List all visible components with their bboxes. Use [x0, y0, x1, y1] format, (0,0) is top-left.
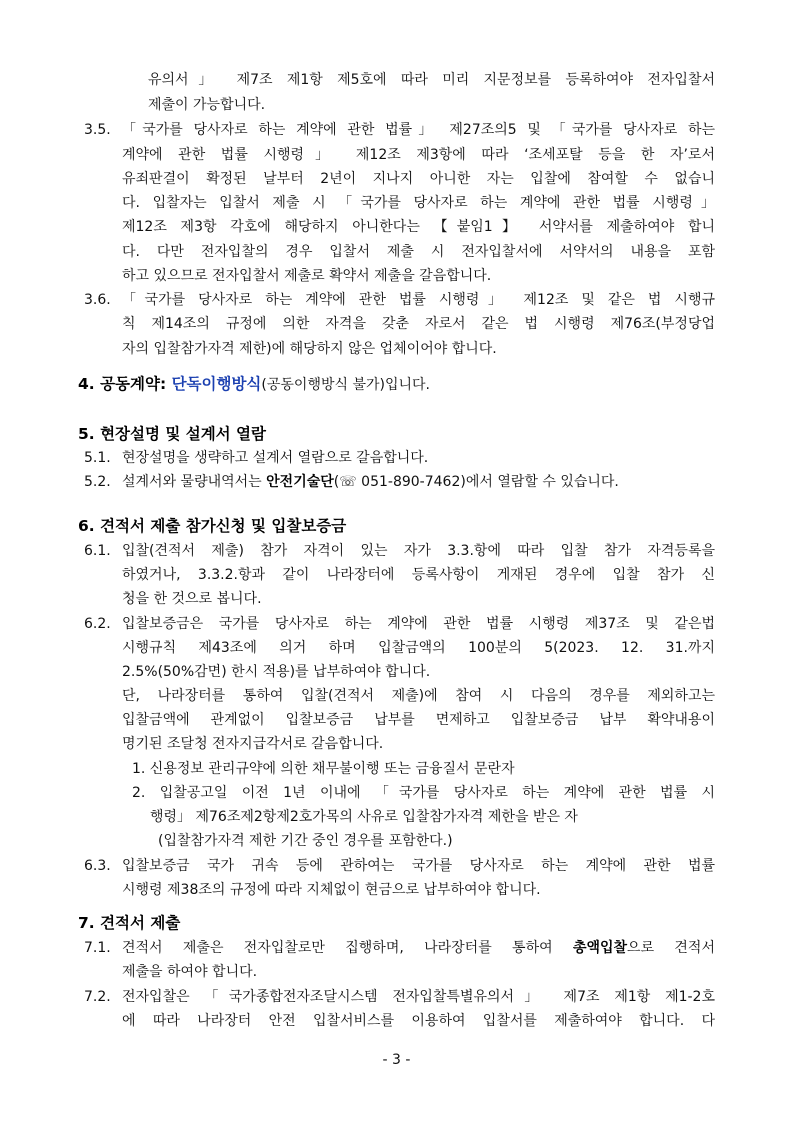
text-line: 단, 나라장터를 통하여 입찰(견적서 제출)에 참여 시 다음의 경우를 제외하고는 — [122, 688, 715, 704]
item-number: 6.1. — [84, 543, 111, 559]
text-line — [122, 472, 619, 492]
item-number: 3.5. — [84, 122, 111, 138]
list-item: 2. 입찰공고일 이전 1년 이내에 「국가를 당사자로 하는 계약에 관한 법률 시 — [132, 785, 715, 801]
heading-rest: (공동이행방식 불가)입니다. — [261, 377, 430, 393]
text-line: 다. 다만 전자입찰의 경우 입찰서 제출 시 전자입찰서에 서약서의 내용을 포함 — [122, 244, 715, 260]
item-number: 5.1. — [84, 450, 111, 466]
heading-text: 4. 공동계약: — [78, 375, 172, 393]
text-line: 자의 입찰참가자격 제한)에 해당하지 않은 업체이어야 합니다. — [122, 341, 497, 357]
text-line: 제출이 가능합니다. — [148, 97, 266, 113]
text-line: 유의서」 제7조 제1항 제5호에 따라 미리 지문정보를 등록하여야 전자입찰서 — [148, 72, 715, 88]
text-line: 유죄판결이 확정된 날부터 2년이 지나지 아니한 자는 입찰에 참여할 수 없습니 — [122, 171, 715, 187]
item-number: 7.1. — [84, 940, 111, 956]
text-span: 견적서 제출은 전자입찰로만 집행하며, 나라장터를 통하여 — [122, 940, 573, 956]
text-line: 2.5%(50%감면) 한시 적용)를 납부하여야 합니다. — [122, 664, 431, 680]
bold-text: 총액입찰 — [572, 940, 628, 956]
highlight-text: 단독이행방식 — [171, 375, 262, 393]
text-line: 전자입찰은 「국가종합전자조달시스템 전자입찰특별유의서」 제7조 제1항 제1-2호 — [122, 989, 715, 1005]
text-span: (☏ 051-890-7462)에서 열람할 수 있습니다. — [333, 474, 619, 490]
text-line: 입찰(견적서 제출) 참가 자격이 있는 자가 3.3.항에 따라 입찰 참가 자격등록을 — [122, 543, 715, 559]
item-number: 7.2. — [84, 989, 111, 1005]
text-line: 하고 있으므로 전자입찰서 제출로 확약서 제출을 갈음합니다. — [122, 268, 492, 284]
text-line: 시행령 제38조의 규정에 따라 지체없이 현금으로 납부하여야 합니다. — [122, 882, 541, 898]
page-number: - 3 - — [382, 1052, 411, 1068]
text-line: 제12조 제3항 각호에 해당하지 아니한다는 【붙임1】 서약서를 제출하여야 합니 — [122, 219, 715, 235]
text-line: 다. 입찰자는 입찰서 제출 시 「국가를 당사자로 하는 계약에 관한 법률 시행령」 — [122, 195, 715, 211]
section-heading-7: 7. 견적서 제출 — [78, 914, 181, 932]
section-heading-4 — [78, 373, 430, 396]
text-line: 입찰금액에 관계없이 입찰보증금 납부를 면제하고 입찰보증금 납부 확약내용이 — [122, 712, 715, 728]
list-item: 1. 신용정보 관리규약에 의한 채무불이행 또는 금융질서 문란자 — [132, 761, 515, 777]
section-heading-5: 5. 현장설명 및 설계서 열람 — [78, 425, 266, 443]
text-span: 으로 견적서 — [627, 940, 715, 956]
text-line — [122, 938, 715, 958]
text-line: 「국가를 당사자로 하는 계약에 관한 법률」 제27조의5 및 「국가를 당사자로 하는 — [122, 122, 715, 138]
text-line: 입찰보증금은 국가를 당사자로 하는 계약에 관한 법률 시행령 제37조 및 같은법 — [122, 616, 715, 632]
item-number: 6.2. — [84, 616, 111, 632]
item-number: 5.2. — [84, 474, 111, 490]
item-number: 6.3. — [84, 858, 111, 874]
text-line: 현장설명을 생략하고 설계서 열람으로 갈음합니다. — [122, 450, 429, 466]
text-line: 제출을 하여야 합니다. — [122, 964, 258, 980]
text-line: (입찰참가자격 제한 기간 중인 경우를 포함한다.) — [158, 833, 453, 849]
bold-text: 안전기술단 — [266, 474, 334, 490]
text-line: 행령」 제76조제2항제2호가목의 사유로 입찰참가자격 제한을 받은 자 — [150, 809, 578, 825]
text-line: 하였거나, 3.3.2.항과 같이 나라장터에 등록사항이 게재된 경우에 입찰 참가 신 — [122, 567, 715, 583]
text-line: 명기된 조달청 전자지급각서로 갈음합니다. — [122, 736, 384, 752]
text-span: 설계서와 물량내역서는 — [122, 474, 267, 490]
text-line: 에 따라 나라장터 안전 입찰서비스를 이용하여 입찰서를 제출하여야 합니다. 다 — [122, 1013, 715, 1029]
text-line: 칙 제14조의 규정에 의한 자격을 갖춘 자로서 같은 법 시행령 제76조(부정당업 — [122, 316, 715, 332]
text-line: 입찰보증금 국가 귀속 등에 관하여는 국가를 당사자로 하는 계약에 관한 법률 — [122, 858, 715, 874]
section-heading-6: 6. 견적서 제출 참가신청 및 입찰보증금 — [78, 517, 347, 535]
text-line: 계약에 관한 법률 시행령」 제12조 제3항에 따라 ‘조세포탈 등을 한 자’로서 — [122, 147, 715, 163]
item-number: 3.6. — [84, 292, 111, 308]
text-line: 청을 한 것으로 봅니다. — [122, 591, 262, 607]
text-line: 「국가를 당사자로 하는 계약에 관한 법률 시행령」 제12조 및 같은 법 시행규 — [122, 292, 715, 308]
text-line: 시행규칙 제43조에 의거 하며 입찰금액의 100분의 5(2023. 12. 31.까지 — [122, 640, 715, 656]
